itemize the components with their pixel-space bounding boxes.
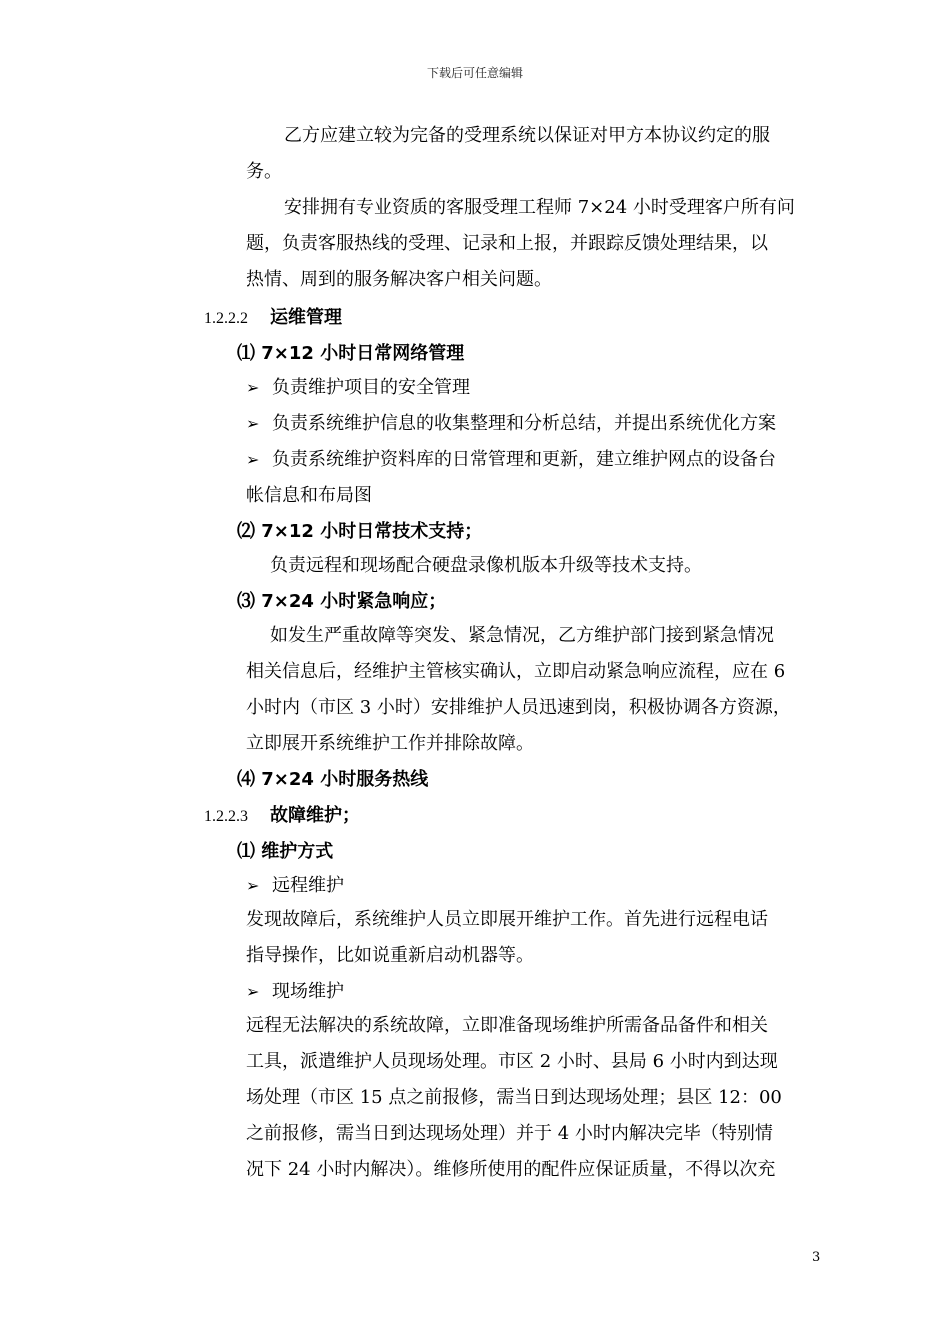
subheading-1: ⑴ 7×12 小时日常网络管理: [237, 343, 465, 364]
arrow-bullet-icon: ➢: [246, 876, 260, 895]
bullet-text: 负责系统维护信息的收集整理和分析总结，并提出系统优化方案: [272, 413, 776, 434]
paragraph-line: 负责远程和现场配合硬盘录像机版本升级等技术支持。: [270, 555, 702, 576]
paragraph-line: 远程无法解决的系统故障，立即准备现场维护所需备品备件和相关: [246, 1015, 768, 1036]
section-heading-1-2-2-2: [204, 306, 342, 331]
page-number: 3: [812, 1250, 821, 1265]
paragraph-line: 小时内（市区 3 小时）安排维护人员迅速到岗，积极协调各方资源，: [246, 697, 791, 718]
subheading-5: ⑴ 维护方式: [237, 841, 334, 862]
paragraph-line: 如发生严重故障等突发、紧急情况，乙方维护部门接到紧急情况: [270, 625, 774, 646]
section-title: 故障维护；: [270, 805, 360, 826]
paragraph-line: 之前报修，需当日到达现场处理）并于 4 小时内解决完毕（特别情: [246, 1123, 773, 1144]
section-number: 1.2.2.2: [204, 310, 248, 327]
arrow-bullet-icon: ➢: [246, 450, 260, 469]
subheading-2: ⑵ 7×12 小时日常技术支持；: [237, 521, 483, 542]
arrow-bullet-icon: ➢: [246, 414, 260, 433]
subheading-3: ⑶ 7×24 小时紧急响应；: [237, 591, 447, 612]
section-number: 1.2.2.3: [204, 808, 248, 825]
bullet-item: [246, 448, 776, 472]
bullet-item: [246, 376, 470, 400]
paragraph-line: 热情、周到的服务解决客户相关问题。: [246, 269, 552, 290]
bullet-item: [246, 980, 344, 1004]
bullet-text: 负责维护项目的安全管理: [272, 377, 470, 398]
bullet-item: [246, 874, 344, 898]
paragraph-line: 安排拥有专业资质的客服受理工程师 7×24 小时受理客户所有问: [284, 197, 795, 218]
section-title: 运维管理: [270, 307, 342, 328]
bullet-text: 远程维护: [272, 875, 344, 896]
section-heading-1-2-2-3: [204, 804, 360, 829]
bullet-text: 负责系统维护资料库的日常管理和更新，建立维护网点的设备台: [272, 449, 776, 470]
paragraph-line: 工具，派遣维护人员现场处理。市区 2 小时、县局 6 小时内到达现: [246, 1051, 778, 1072]
paragraph-line: 场处理（市区 15 点之前报修，需当日到达现场处理；县区 12：00: [246, 1087, 782, 1108]
paragraph-line: 发现故障后，系统维护人员立即展开维护工作。首先进行远程电话: [246, 909, 768, 930]
arrow-bullet-icon: ➢: [246, 378, 260, 397]
paragraph-line: 立即展开系统维护工作并排除故障。: [246, 733, 534, 754]
bullet-item: [246, 412, 776, 436]
paragraph-line: 相关信息后，经维护主管核实确认，立即启动紧急响应流程，应在 6: [246, 661, 786, 682]
paragraph-line: 指导操作，比如说重新启动机器等。: [246, 945, 534, 966]
paragraph-line: 乙方应建立较为完备的受理系统以保证对甲方本协议约定的服: [284, 125, 770, 146]
paragraph-line: 题，负责客服热线的受理、记录和上报，并跟踪反馈处理结果，以: [246, 233, 768, 254]
subheading-4: ⑷ 7×24 小时服务热线: [237, 769, 429, 790]
paragraph-line: 况下 24 小时内解决）。维修所使用的配件应保证质量，不得以次充: [246, 1159, 776, 1180]
paragraph-line: 帐信息和布局图: [246, 485, 372, 506]
arrow-bullet-icon: ➢: [246, 982, 260, 1001]
bullet-text: 现场维护: [272, 981, 344, 1002]
page-header: 下载后可任意编辑: [426, 66, 523, 80]
paragraph-line: 务。: [246, 161, 282, 182]
